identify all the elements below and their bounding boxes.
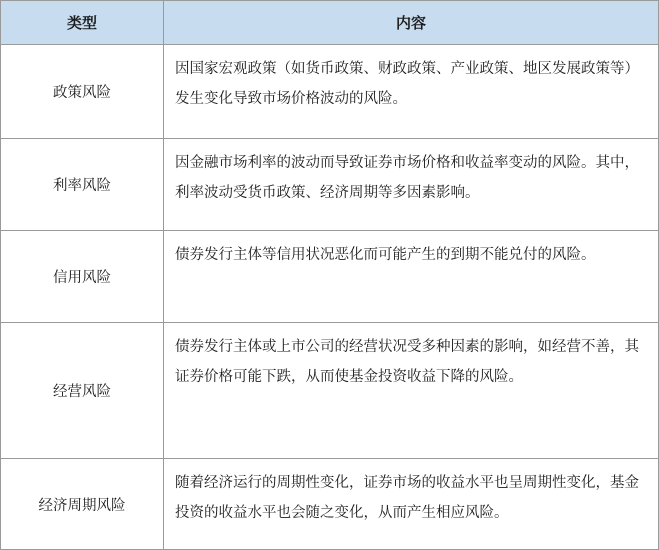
- table-header: [1, 1, 659, 45]
- table-row: [1, 323, 659, 459]
- table-row: [1, 459, 659, 550]
- table-body: [1, 45, 659, 550]
- table-row: [1, 45, 659, 139]
- risk-type-cell: 信用风险: [1, 231, 164, 323]
- risk-description-cell: 债券发行主体等信用状况恶化而可能产生的到期不能兑付的风险。: [164, 231, 659, 323]
- risk-description-cell: 随着经济运行的周期性变化，证券市场的收益水平也呈周期性变化，基金投资的收益水平也会随之变化，从而产生相应风险。: [164, 459, 659, 550]
- column-header-type: 类型: [1, 1, 164, 45]
- risk-type-cell: 政策风险: [1, 45, 164, 139]
- risk-description-cell: 因国家宏观政策（如货币政策、财政政策、产业政策、地区发展政策等）发生变化导致市场价格波动的风险。: [164, 45, 659, 139]
- risk-type-cell: 经营风险: [1, 323, 164, 459]
- risk-type-cell: 经济周期风险: [1, 459, 164, 550]
- table-row: [1, 231, 659, 323]
- table-row: [1, 139, 659, 231]
- risk-type-cell: 利率风险: [1, 139, 164, 231]
- header-row: [1, 1, 659, 45]
- column-header-content: 内容: [164, 1, 659, 45]
- risk-description-cell: 债券发行主体或上市公司的经营状况受多种因素的影响，如经营不善，其证券价格可能下跌，从而使基金投资收益下降的风险。: [164, 323, 659, 459]
- risk-description-cell: 因金融市场利率的波动而导致证券市场价格和收益率变动的风险。其中，利率波动受货币政策、经济周期等多因素影响。: [164, 139, 659, 231]
